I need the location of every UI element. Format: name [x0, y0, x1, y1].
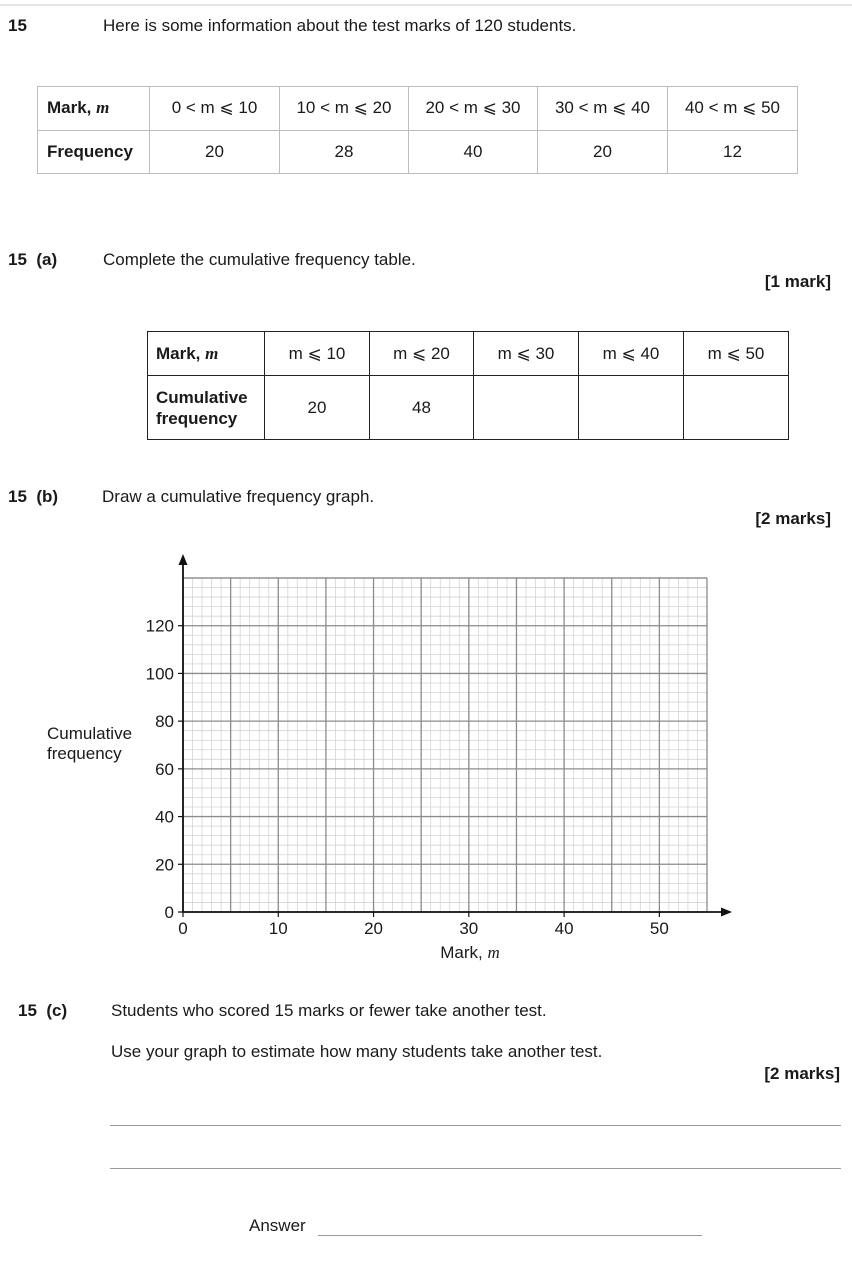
cumulative-frequency-graph[interactable] [0, 540, 852, 980]
frequency-table-header-row [38, 87, 798, 131]
frequency-table [37, 86, 798, 174]
major-grid [183, 578, 707, 912]
part-a-instruction: Complete the cumulative frequency table. [103, 250, 416, 269]
bound-cell: m ⩽ 40 [579, 332, 684, 376]
working-line[interactable] [110, 1168, 841, 1169]
cf-answer-cell[interactable] [684, 376, 789, 440]
part-a-label: 15 (a) [8, 250, 58, 269]
part-b-marks: [2 marks] [755, 509, 831, 528]
cf-answer-cell[interactable] [474, 376, 579, 440]
cf-header-cell [148, 376, 265, 440]
cumulative-frequency-table [147, 331, 789, 440]
cf-value-cell: 20 [265, 376, 370, 440]
part-c-text2: Use your graph to estimate how many students take another test. [111, 1042, 603, 1061]
mark-header-cell [38, 87, 150, 131]
interval-cell: 40 < m ⩽ 50 [668, 87, 798, 131]
frequency-cell: 40 [409, 130, 538, 174]
cf-table-header-row [148, 332, 789, 376]
answer-line[interactable] [318, 1235, 702, 1236]
x-tick-label: 30 [459, 919, 479, 938]
cf-table-values-row [148, 376, 789, 440]
cf-mark-header-label: Mark, [156, 344, 206, 363]
mark-variable: m [96, 98, 110, 118]
x-tick-label: 40 [554, 919, 574, 938]
cf-value-cell: 48 [370, 376, 474, 440]
y-axis-label-line1: Cumulative [47, 724, 133, 743]
bound-cell: m ⩽ 50 [684, 332, 789, 376]
bound-cell: m ⩽ 30 [474, 332, 579, 376]
answer-label: Answer [249, 1216, 306, 1235]
x-axis-arrow [721, 908, 732, 917]
x-tick-label: 50 [649, 919, 669, 938]
mark-header-label: Mark, [47, 98, 97, 118]
minor-grid [183, 578, 707, 912]
cf-answer-cell[interactable] [579, 376, 684, 440]
cf-mark-variable: m [205, 344, 219, 363]
cf-header-line2: frequency [156, 408, 238, 428]
frequency-cell: 28 [280, 130, 409, 174]
part-c-label: 15 (c) [18, 1001, 68, 1020]
y-tick-label: 80 [155, 712, 174, 732]
part-c-text1: Students who scored 15 marks or fewer take another test. [111, 1001, 547, 1020]
y-axis-label-line2: frequency [47, 744, 122, 763]
interval-cell: 20 < m ⩽ 30 [409, 87, 538, 131]
part-b-instruction: Draw a cumulative frequency graph. [102, 487, 375, 506]
y-tick-label: 40 [155, 807, 174, 827]
frequency-cell: 12 [668, 130, 798, 174]
frequency-header-cell: Frequency [38, 130, 150, 174]
cf-header-line1: Cumulative [156, 387, 248, 407]
question-intro: Here is some information about the test marks of 120 students. [103, 16, 577, 35]
cf-mark-header-cell [148, 332, 265, 376]
bound-cell: m ⩽ 20 [370, 332, 474, 376]
frequency-table-values-row [38, 130, 798, 174]
y-tick-label: 100 [145, 664, 174, 684]
part-a-marks: [1 mark] [764, 272, 831, 291]
top-rule [0, 4, 852, 6]
bound-cell: m ⩽ 10 [265, 332, 370, 376]
y-tick-label: 20 [155, 855, 174, 875]
x-tick-label: 0 [178, 919, 188, 938]
interval-cell: 0 < m ⩽ 10 [150, 87, 280, 131]
y-axis-arrow [179, 554, 188, 565]
frequency-cell: 20 [538, 130, 668, 174]
y-tick-label: 120 [145, 616, 174, 636]
interval-cell: 30 < m ⩽ 40 [538, 87, 668, 131]
y-tick-label: 60 [155, 759, 174, 779]
axis-ticks [146, 617, 669, 938]
x-axis-label: Mark, m [440, 943, 500, 962]
part-c-marks: [2 marks] [764, 1064, 840, 1083]
x-tick-label: 20 [364, 919, 384, 938]
working-line[interactable] [110, 1125, 841, 1126]
frequency-cell: 20 [150, 130, 280, 174]
x-tick-label: 10 [268, 919, 288, 938]
interval-cell: 10 < m ⩽ 20 [280, 87, 409, 131]
axes [179, 554, 733, 917]
question-number: 15 [8, 16, 27, 35]
part-b-label: 15 (b) [8, 487, 59, 506]
y-tick-label: 0 [164, 903, 174, 922]
